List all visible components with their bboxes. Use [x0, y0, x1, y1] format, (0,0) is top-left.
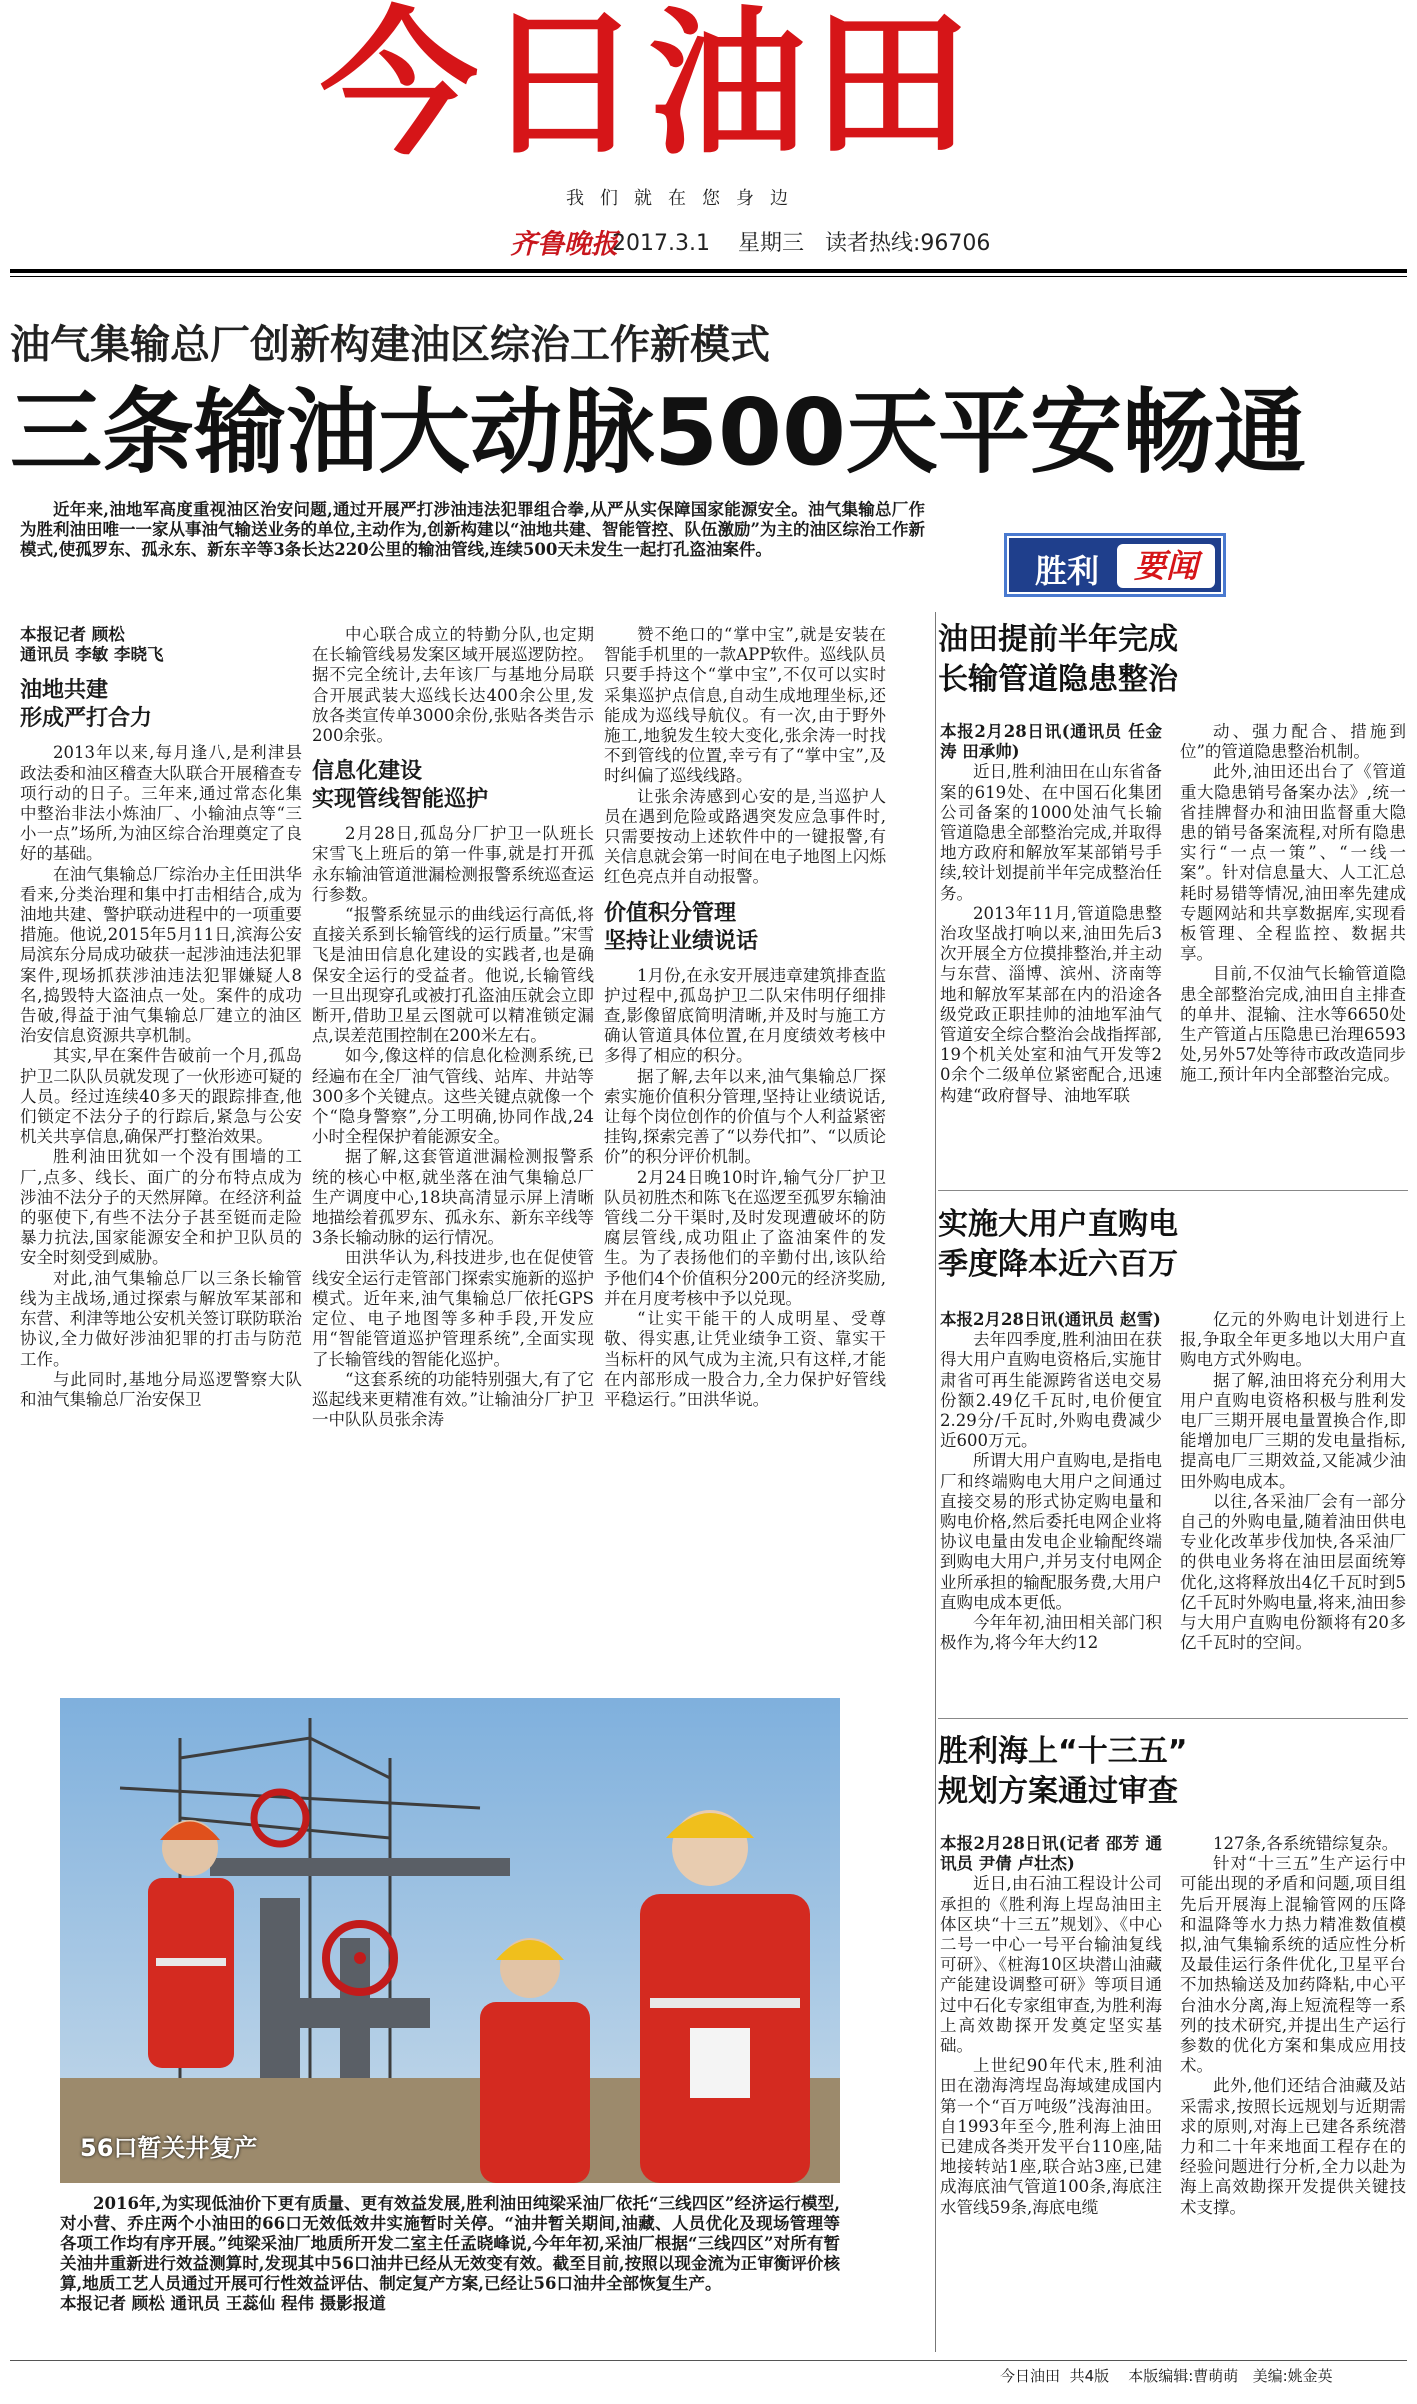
- footer-pages: 共4版: [1069, 2367, 1110, 2385]
- newspaper-logo: 齐鲁晚报: [510, 229, 618, 260]
- paragraph: 2月24日晚10时许,输气分厂护卫队员初胜杰和陈飞在巡逻至孤罗东输油管线二分干渠时,及时发现遭破坏的防腐层管线,成功阻止了盗油案件的发生。为了表扬他们的辛勤付出,该队给予他们4个价值积分200元的经济奖励,并在月度考核中予以兑现。: [604, 1167, 886, 1308]
- paragraph: 去年四季度,胜利油田在获得大用户直购电资格后,实施甘肃省可再生能源跨省送电交易份额2.49亿千瓦时,电价便宜2.29分/千瓦时,外购电费减少近600万元。: [940, 1330, 1162, 1451]
- masthead-title: 今日油田: [320, 0, 976, 177]
- paragraph: 田洪华认为,科技进步,也在促使管线安全运行走管部门探索实施新的巡护模式。近年来,油气集输总厂依托GPS定位、电子地图等多种手段,开发应用“智能管道巡护管理系统”,全面实现了长输管线的智能化巡护。: [312, 1248, 594, 1369]
- byline-2: 通讯员 李敏 李晓飞: [20, 645, 164, 665]
- story3-column-a: [940, 1310, 1162, 1740]
- paragraph: 据了解,油田将充分利用大用户直购电资格积极与胜利发电厂三期开展电量置换合作,即能增加电厂三期的发电量指标,提高电厂三期效益,又能减少油田外购电成本。: [1180, 1370, 1406, 1491]
- story3-headline: 实施大用户直购电 季度降本近六百万: [938, 1207, 1178, 1282]
- paragraph: 据了解,去年以来,油气集输总厂探索实施价值积分管理,坚持让业绩说话,让每个岗位创作的价值与个人利益紧密挂钩,探索完善了“以券代扣”、“以质论价”的积分评价机制。: [604, 1066, 886, 1167]
- issue-date: 2017.3.1: [612, 231, 710, 256]
- weekday: 星期三: [737, 231, 804, 256]
- story2-byline: 本报2月28日讯(通讯员 任金涛 田承帅): [940, 722, 1162, 762]
- paragraph: 针对“十三五”生产运行中可能出现的矛盾和问题,项目组先后开展海上混输管网的压降和温降等水力热力精准数值模拟,油气集输系统的适应性分析及最佳运行条件优化,卫星平台不加热输送及加药降粘,中心平台油水分离,海上短流程等一系列的技术研究,并提出生产运行参数的优化方案和集成应用技术。: [1180, 1854, 1406, 2076]
- masthead-rule: [10, 269, 1407, 273]
- paragraph: 胜利油田犹如一个没有围墙的工厂,点多、线长、面广的分布特点成为涉油不法分子的天然屏障。在经济利益的驱使下,有些不法分子甚至铤而走险暴力抗法,国家能源安全和护卫队员的安全时刻受到威胁。: [20, 1147, 302, 1268]
- lead-subtitle: 油气集输总厂创新构建油区综治工作新模式: [10, 322, 770, 368]
- paragraph: 近日,由石油工程设计公司承担的《胜利海上埕岛油田主体区块“十三五”规划》、《中心二号一中心一号平台输油复线可研》、《桩海10区块潜山油藏产能建设调整可研》等项目通过中石化专家组审查,为胜利海上高效勘探开发奠定坚实基础。: [940, 1874, 1162, 2056]
- lead-column-1: [20, 625, 302, 1685]
- story-divider: [938, 1718, 1408, 1719]
- section-title-2: 信息化建设 实现管线智能巡护: [312, 759, 489, 813]
- lead-paragraph: 近年来,油地军高度重视油区治安问题,通过开展严打涉油违法犯罪组合拳,从严从实保障国家能源安全。油气集输总厂作为胜利油田唯一一家从事油气输送业务的单位,主动作为,创新构建以“油地共建、智能管控、队伍激励”为主的油区综治工作新模式,使孤罗东、孤永东、新东辛等3条长达220公里的输油管线,连续500天未发生一起打孔盗油案件。: [20, 500, 925, 559]
- lead-column-3: [604, 625, 886, 1685]
- story2-column-b: [1180, 722, 1406, 1212]
- paragraph: 目前,不仅油气长输管道隐患全部整治完成,油田自主排查的单井、混输、注水等6650处生产管道占压隐患已治理6593处,另外57处等待市政改造同步施工,预计年内全部整治完成。: [1180, 964, 1406, 1085]
- paragraph: 赞不绝口的“掌中宝”,就是安装在智能手机里的一款APP软件。巡线队员只要手持这个“掌中宝”,不仅可以实时采集巡护点信息,自动生成地理坐标,还能成为巡线导航仪。有一次,由于野外施工,地貌发生较大变化,张余涛一时找不到管线的位置,幸亏有了“掌中宝”,及时纠偏了巡线线路。: [604, 625, 886, 786]
- paragraph: “这套系统的功能特别强大,有了它巡起线来更精准有效。”让输油分厂护卫一中队队员张余涛: [312, 1369, 594, 1430]
- story2-headline: 油田提前半年完成 长输管道隐患整治: [938, 622, 1178, 697]
- story4-byline: 本报2月28日讯(记者 邵芳 通讯员 尹倩 卢壮杰): [940, 1834, 1162, 1874]
- footer-paper: 今日油田: [1000, 2367, 1061, 2385]
- paragraph: 此外,油田还出台了《管道重大隐患销号备案办法》,统一省挂牌督办和油田监督重大隐患的销号备案流程,对所有隐患实行“一点一策”、“一线一案”。针对信息量大、人工汇总耗时易错等情况,油田率先建成专题网站和共享数据库,实现看板管理、全程监控、数据共享。: [1180, 762, 1406, 964]
- badge-word2: 要闻: [1117, 544, 1215, 588]
- footer: [1000, 2365, 1410, 2393]
- paragraph: 动、强力配合、措施到位”的管道隐患整治机制。: [1180, 722, 1406, 762]
- photo-byline: 本报记者 顾松 通讯员 王蕊仙 程伟 摄影报道: [60, 2294, 386, 2313]
- lead-column-2: [312, 625, 594, 1685]
- paragraph: “让实干能干的人成明星、受尊敬、得实惠,让凭业绩争工资、靠实干当标杆的风气成为主流,只有这样,才能在内部形成一股合力,全力保护好管线平稳运行。”田洪华说。: [604, 1309, 886, 1409]
- paragraph: 其实,早在案件告破前一个月,孤岛护卫二队队员就发现了一伙形迹可疑的人员。经过连续40多天的跟踪排查,他们锁定不法分子的行踪后,紧急与公安机关共享信息,确保严打整治效果。: [20, 1046, 302, 1147]
- paragraph: 2月28日,孤岛分厂护卫一队班长宋雪飞上班后的第一件事,就是打开孤永东输油管道泄漏检测报警系统巡查运行参数。: [312, 824, 594, 904]
- paragraph: 今年年初,油田相关部门积极作为,将今年大约12: [940, 1613, 1162, 1653]
- paragraph: 此外,他们还结合油藏及站采需求,按照长远规划与近期需求的原则,对海上已建各系统潜力和二十年来地面工程存在的经验问题进行分析,全力以赴为海上高效勘探开发提供关键技术支撑。: [1180, 2076, 1406, 2217]
- masthead-slogan: 我们就在您身边: [566, 188, 804, 209]
- section-title-3: 价值积分管理 坚持让业绩说话: [604, 900, 759, 954]
- lead-headline: 三条输油大动脉500天平安畅通: [10, 379, 1307, 486]
- footer-designer: 美编:姚金英: [1252, 2367, 1333, 2385]
- paragraph: 2013年以来,每月逢八,是利津县政法委和油区稽查大队联合开展稽查专项行动的日子。三年来,通过常态化集中整治非法小炼油厂、小输油点等“三小一点”场所,为油区综合治理奠定了良好的基础。: [20, 743, 302, 864]
- paragraph: 亿元的外购电计划进行上报,争取全年更多地以大用户直购电方式外购电。: [1180, 1310, 1406, 1370]
- story2-column-a: [940, 722, 1162, 1212]
- section-title-1: 油地共建 形成严打合力: [20, 678, 153, 732]
- paragraph: 1月份,在永安开展违章建筑排查监护过程中,孤岛护卫二队宋伟明仔细排查,影像留底简明清晰,并及时与施工方确认管道具体位置,在月度绩效考核中多得了相应的积分。: [604, 965, 886, 1066]
- paragraph: 对此,油气集输总厂以三条长输管线为主战场,通过探索与解放军某部和东营、利津等地公安机关签订联防联治协议,全力做好涉油犯罪的打击与防范工作。: [20, 1268, 302, 1369]
- photo-text: 2016年,为实现低油价下更有质量、更有效益发展,胜利油田纯梁采油厂依托“三线四区”经济运行模型,对小营、乔庄两个小油田的66口无效低效井实施暂时关停。“油井暂关期间,油藏、人员优化及现场管理等各项工作均有序开展。”纯梁采油厂地质所开发二室主任孟晓峰说,今年年初,采油厂根据“三线四区”对所有暂关油井重新进行效益测算时,发现其中56口油井已经从无效变有效。截至目前,按照以现金流为正审衡评价核算,地质工艺人员通过开展可行性效益评估、制定复产方案,已经让56口油井全部恢复生产。: [60, 2194, 840, 2293]
- paragraph: 近日,胜利油田在山东省备案的619处、在中国石化集团公司备案的1000处油气长输管道隐患全部整治完成,并取得地方政府和解放军某部销号手续,较计划提前半年完成整治任务。: [940, 762, 1162, 903]
- footer-editor: 本版编辑:曹萌萌: [1128, 2367, 1239, 2385]
- section-badge: [1004, 533, 1226, 597]
- photo-illustration: [60, 1698, 840, 2183]
- paragraph: 据了解,这套管道泄漏检测报警系统的核心中枢,就坐落在油气集输总厂生产调度中心,18块高清显示屏上清晰地描绘着孤罗东、孤永东、新东辛线等3条长输动脉的运行情况。: [312, 1147, 594, 1248]
- hotline: 读者热线:96706: [824, 231, 991, 256]
- story4-column-b: [1180, 1834, 1406, 2359]
- dateline: [612, 226, 990, 256]
- footer-rule: [10, 2360, 1407, 2361]
- masthead-rule-thin: [10, 276, 1407, 277]
- paragraph: 与此同时,基地分局巡逻警察大队和油气集输总厂治安保卫: [20, 1369, 302, 1409]
- paragraph: 2013年11月,管道隐患整治攻坚战打响以来,油田先后3次开展全方位摸排整治,并主动与东营、淄博、滨州、济南等地和解放军某部在内的沿途各级党政正职挂帅的油地军油气管道安全综合整治会战指挥部,19个机关处室和油气开发等20余个二级单位紧密配合,迅速构建“政府督导、油地军联: [940, 903, 1162, 1105]
- story4-headline: 胜利海上“十三五” 规划方案通过审查: [938, 1734, 1188, 1809]
- paragraph: 让张余涛感到心安的是,当巡护人员在遇到危险或路遇突发应急事件时,只需要按动上述软件中的一键报警,有关信息就会第一时间在电子地图上闪烁红色亮点并自动报警。: [604, 786, 886, 887]
- story-divider: [938, 1190, 1408, 1191]
- paragraph: 如今,像这样的信息化检测系统,已经遍布在全厂油气管线、站库、井站等300多个关键点。这些关键点就像一个个“隐身警察”,分工明确,协同作战,24小时全程保护着能源安全。: [312, 1046, 594, 1147]
- story4-column-a: [940, 1834, 1162, 2359]
- paragraph: 以往,各采油厂会有一部分自己的外购电量,随着油田供电专业化改革步伐加快,各采油厂的供电业务将在油田层面统筹优化,这将释放出4亿千瓦时到5亿千瓦时外购电量,将来,油田参与大用户直购电份额将有20多亿千瓦时的空间。: [1180, 1491, 1406, 1653]
- photo-caption: 56口暂关井复产: [80, 2134, 258, 2162]
- story3-byline: 本报2月28日讯(通讯员 赵雪): [940, 1310, 1161, 1329]
- paragraph: “报警系统显示的曲线运行高低,将直接关系到长输管线的运行质量。”宋雪飞是油田信息化建设的实践者,也是确保安全运行的受益者。他说,长输管线一旦出现穿孔或被打孔盗油压就会立即断开,借助卫星云图就可以精准锁定漏点,误差范围控制在200米左右。: [312, 905, 594, 1046]
- paragraph: 中心联合成立的特勤分队,也定期在长输管线易发案区域开展巡逻防控。据不完全统计,去年该厂与基地分局联合开展武装大巡线长达400余公里,发放各类宣传单3000余份,张贴各类告示200余张。: [312, 625, 594, 746]
- badge-word1: 胜利: [1035, 552, 1100, 590]
- photo-story-text: [60, 2194, 840, 2362]
- story3-column-b: [1180, 1310, 1406, 1740]
- paragraph: 127条,各系统错综复杂。: [1213, 1834, 1399, 1853]
- paragraph: 在油气集输总厂综治办主任田洪华看来,分类治理和集中打击相结合,成为油地共建、警护联动进程中的一项重要措施。他说,2015年5月11日,滨海公安局滨东分局成功破获一起涉油违法犯罪案件,现场抓获涉油违法犯罪嫌疑人8名,捣毁特大盗油点一处。案件的成功告破,得益于油气集输总厂建立的油区治安信息资源共享机制。: [20, 864, 302, 1046]
- byline-1: 本报记者 顾松: [20, 625, 125, 644]
- paragraph: 上世纪90年代末,胜利油田在渤海湾埕岛海域建成国内第一个“百万吨级”浅海油田。自1993年至今,胜利海上油田已建成各类开发平台110座,陆地接转站1座,联合站3座,已建成海底油气管道100条,海底注水管线59条,海底电缆: [940, 2056, 1162, 2217]
- paragraph: 所谓大用户直购电,是指电厂和终端购电大用户之间通过直接交易的形式协定购电量和购电价格,然后委托电网企业将协议电量由发电企业输配终端到购电大用户,并另支付电网企业所承担的输配服务费,大用户直购电成本更低。: [940, 1451, 1162, 1612]
- column-divider: [935, 612, 936, 2352]
- oilfield-workers-photo: [60, 1698, 840, 2183]
